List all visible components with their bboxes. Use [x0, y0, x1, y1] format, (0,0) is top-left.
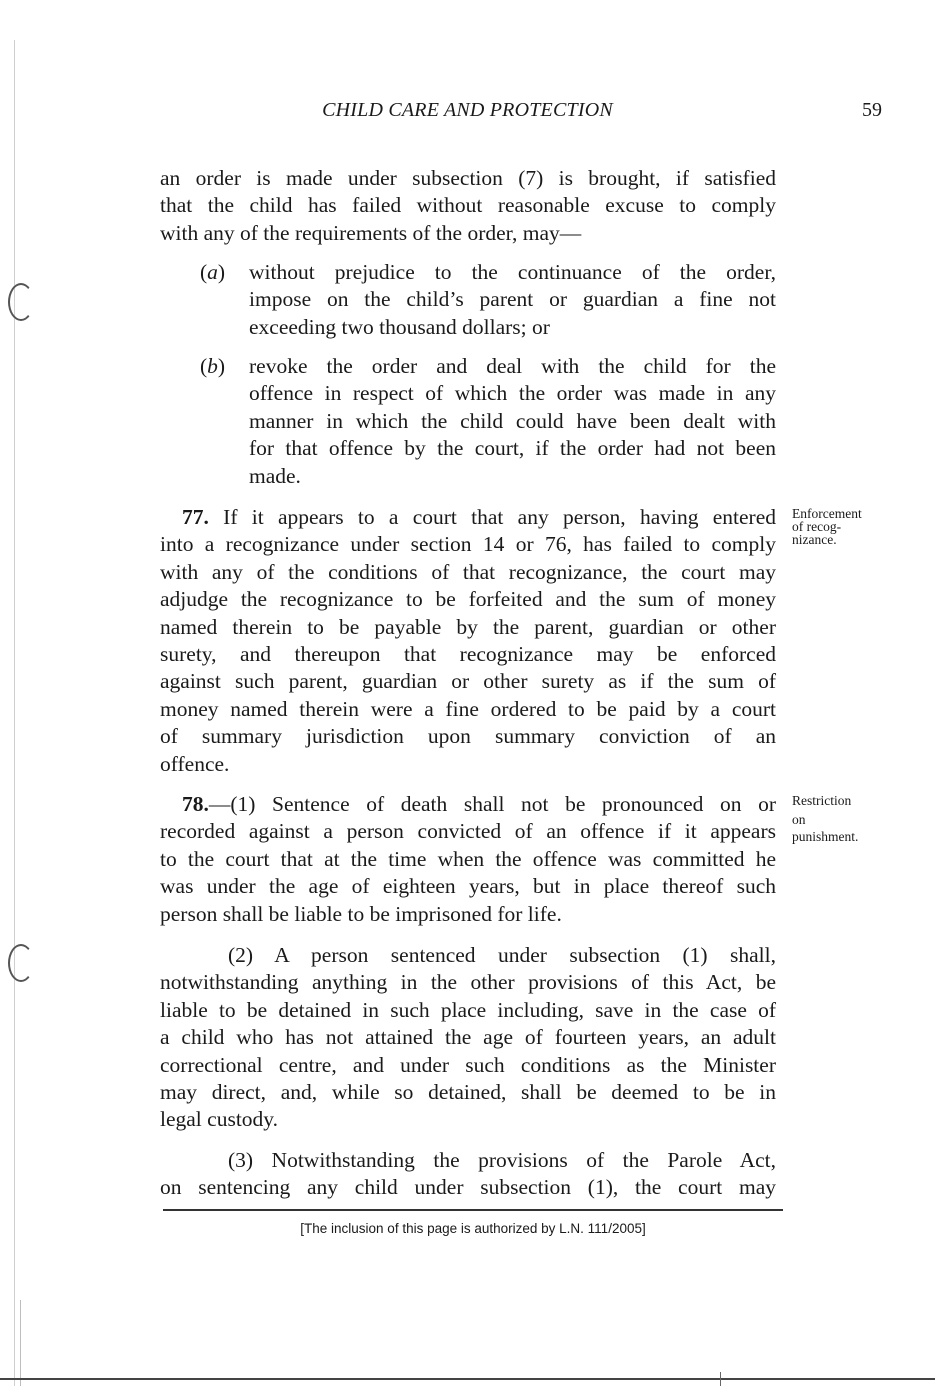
- margin-note-enforcement: Enforcement of recog- nizance.: [792, 506, 862, 547]
- text-line: notwithstanding anything in the other provisions of this Act, be: [160, 970, 776, 995]
- text-line: exceeding two thousand dollars; or: [249, 314, 550, 339]
- text-line: into a recognizance under section 14 or 76, has failed to comply: [160, 532, 776, 557]
- text-line: of summary jurisdiction upon summary conviction of an: [160, 724, 776, 749]
- page-number: 59: [862, 99, 882, 121]
- section-78-2: [160, 942, 776, 1134]
- page-bottom-edge: [0, 1378, 935, 1380]
- footer-rule: [163, 1209, 783, 1211]
- text-line: for that offence by the court, if the order had not been: [249, 436, 776, 461]
- text-line: was under the age of eighteen years, but in place thereof such: [160, 874, 776, 899]
- text-line: surety, and thereupon that recognizance may be enforced: [160, 642, 776, 667]
- text-line: on sentencing any child under subsection (1), the court may: [160, 1175, 776, 1200]
- section-number: 78.: [182, 792, 209, 816]
- text-line: correctional centre, and under such conditions as the Minister: [160, 1052, 776, 1077]
- text-line: a child who has not attained the age of fourteen years, an adult: [160, 1025, 776, 1050]
- text-line: money named therein were a fine ordered to be paid by a court: [160, 696, 776, 721]
- text-line: to the court that at the time when the offence was committed he: [160, 846, 776, 871]
- item-label: (b): [200, 354, 226, 378]
- text-line: legal custody.: [160, 1107, 279, 1132]
- text-line: recorded against a person convicted of an offence if it appears: [160, 819, 776, 844]
- text-line: that the child has failed without reasonable excuse to comply: [160, 193, 776, 218]
- text-line: with any of the requirements of the order, may—: [160, 220, 582, 245]
- text-line: an order is made under subsection (7) is brought, if satisfied: [160, 166, 776, 190]
- text-line: 78.—(1) Sentence of death shall not be pronounced on or: [182, 792, 776, 816]
- binder-hole-icon: [8, 283, 34, 321]
- text-line: offence in respect of which the order was made in any: [249, 381, 776, 406]
- scan-edge-lower: [20, 1300, 21, 1386]
- continuation-paragraph: [160, 165, 776, 247]
- scan-edge: [14, 40, 15, 1386]
- text-line: offence.: [160, 751, 230, 776]
- section-77: [160, 504, 776, 778]
- list-item: [200, 353, 776, 490]
- text-line: manner in which the child could have been dealt with: [249, 408, 776, 433]
- list-item: [200, 259, 776, 341]
- text-line: may direct, and, while so detained, shall be deemed to be in: [160, 1080, 776, 1105]
- text-line: with any of the conditions of that recognizance, the court may: [160, 559, 776, 584]
- section-78-1: [160, 791, 776, 928]
- text-line: person shall be liable to be imprisoned for life.: [160, 901, 562, 926]
- text-line: revoke the order and deal with the child for the: [249, 354, 776, 378]
- text-line: made.: [249, 463, 301, 488]
- text-line: (2) A person sentenced under subsection (1) shall,: [228, 943, 776, 967]
- text-line: adjudge the recognizance to be forfeited and the sum of money: [160, 587, 776, 612]
- page-bottom-tick: [720, 1372, 721, 1386]
- text-line: liable to be detained in such place including, save in the case of: [160, 997, 776, 1022]
- binder-hole-icon: [8, 944, 34, 982]
- section-number: 77.: [182, 505, 209, 529]
- section-78-3: [160, 1147, 776, 1202]
- text-line: against such parent, guardian or other surety as if the sum of: [160, 669, 776, 694]
- text-line: (3) Notwithstanding the provisions of the Parole Act,: [228, 1148, 776, 1172]
- item-label: (a): [200, 260, 226, 284]
- running-head: CHILD CARE AND PROTECTION: [322, 99, 613, 121]
- text-line: named therein to be payable by the parent, guardian or other: [160, 614, 776, 639]
- margin-note-restriction: Restriction on punishment.: [792, 793, 859, 844]
- text-line: impose on the child’s parent or guardian a fine not: [249, 287, 776, 312]
- text-line: 77. If it appears to a court that any person, having entered: [182, 505, 777, 529]
- text-line: without prejudice to the continuance of the order,: [249, 260, 776, 284]
- footer-note: [The inclusion of this page is authorized by L.N. 111/2005]: [300, 1221, 646, 1236]
